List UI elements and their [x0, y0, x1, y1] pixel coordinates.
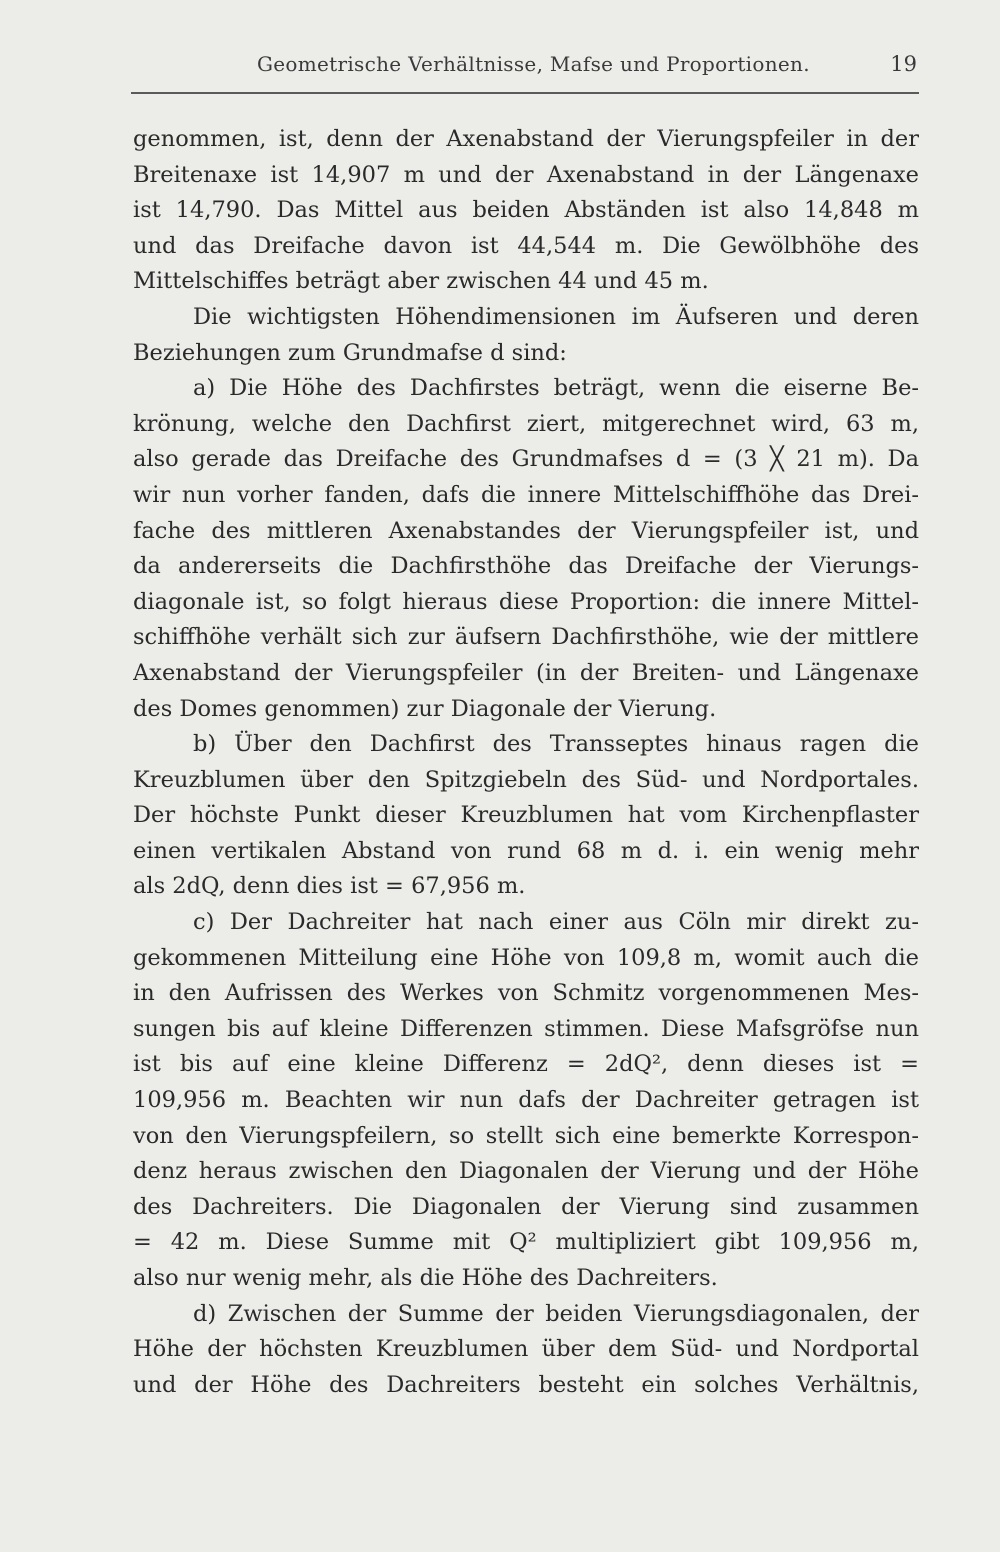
text-line: schiffhöhe verhält sich zur äufsern Dachfirsthöhe, wie der mittlere	[133, 624, 919, 651]
text-line: Beziehungen zum Grundmafse d sind:	[133, 339, 567, 366]
text-line: 109,956 m. Beachten wir nun dafs der Dachreiter getragen ist	[133, 1087, 919, 1114]
text-line: fache des mittleren Axenabstandes der Vierungspfeiler ist, und	[133, 517, 919, 544]
text-line: = 42 m. Diese Summe mit Q² multipliziert gibt 109,956 m,	[133, 1229, 919, 1256]
text-line: von den Vierungspfeilern, so stellt sich eine bemerkte Korrespon-	[133, 1122, 919, 1149]
text-line: sungen bis auf kleine Differenzen stimmen. Diese Mafsgröfse nun	[133, 1015, 919, 1042]
text-line: krönung, welche den Dachfirst ziert, mitgerechnet wird, 63 m,	[133, 410, 919, 437]
text-line: wir nun vorher fanden, dafs die innere Mittelschiffhöhe das Drei-	[133, 481, 919, 508]
text-line: in den Aufrissen des Werkes von Schmitz vorgenommenen Mes-	[133, 980, 919, 1007]
text-line: Mittelschiffes beträgt aber zwischen 44 und 45 m.	[133, 268, 709, 295]
text-line: des Dachreiters. Die Diagonalen der Vierung sind zusammen	[133, 1193, 919, 1220]
text-line: Breitenaxe ist 14,907 m und der Axenabstand in der Längenaxe	[133, 161, 919, 188]
text-line: d) Zwischen der Summe der beiden Vierungsdiagonalen, der	[193, 1300, 919, 1327]
page-header	[133, 52, 917, 82]
text-line: diagonale ist, so folgt hieraus diese Proportion: die innere Mittel-	[133, 588, 919, 615]
text-line: ist bis auf eine kleine Differenz = 2dQ², denn dieses ist =	[133, 1051, 919, 1078]
text-line: also gerade das Dreifache des Grundmafses d = (3 ╳ 21 m). Da	[133, 446, 919, 473]
text-line: Kreuzblumen über den Spitzgiebeln des Süd- und Nordportales.	[133, 766, 919, 793]
text-line: des Domes genommen) zur Diagonale der Vierung.	[133, 695, 717, 722]
text-line: genommen, ist, denn der Axenabstand der Vierungspfeiler in der	[133, 126, 919, 152]
text-line: a) Die Höhe des Dachfirstes beträgt, wenn die eiserne Be-	[193, 375, 919, 402]
text-line: Die wichtigsten Höhendimensionen im Äufseren und deren	[193, 303, 919, 330]
text-line: und der Höhe des Dachreiters besteht ein solches Verhältnis,	[133, 1371, 919, 1398]
running-title: Geometrische Verhältnisse, Mafse und Proportionen.	[257, 52, 810, 76]
text-line: Höhe der höchsten Kreuzblumen über dem Süd- und Nordportal	[133, 1336, 919, 1363]
page-number: 19	[890, 52, 917, 76]
text-line: Axenabstand der Vierungspfeiler (in der Breiten- und Längenaxe	[133, 659, 919, 686]
text-line: ist 14,790. Das Mittel aus beiden Abständen ist also 14,848 m	[133, 197, 919, 224]
text-line: einen vertikalen Abstand von rund 68 m d. i. ein wenig mehr	[133, 837, 919, 864]
text-line: c) Der Dachreiter hat nach einer aus Cöln mir direkt zu-	[193, 909, 919, 936]
text-line: und das Dreifache davon ist 44,544 m. Die Gewölbhöhe des	[133, 232, 919, 259]
text-line: denz heraus zwischen den Diagonalen der Vierung und der Höhe	[133, 1158, 919, 1185]
text-line: gekommenen Mitteilung eine Höhe von 109,8 m, womit auch die	[133, 944, 919, 971]
text-line: also nur wenig mehr, als die Höhe des Dachreiters.	[133, 1265, 718, 1291]
text-line: b) Über den Dachfirst des Transseptes hinaus ragen die	[193, 731, 919, 758]
text-line: Der höchste Punkt dieser Kreuzblumen hat vom Kirchenpflaster	[133, 802, 919, 829]
body-text	[133, 122, 919, 1403]
header-rule	[131, 92, 919, 94]
text-line: da andererseits die Dachfirsthöhe das Dreifache der Vierungs-	[133, 553, 919, 580]
text-line: als 2dQ, denn dies ist = 67,956 m.	[133, 873, 526, 900]
